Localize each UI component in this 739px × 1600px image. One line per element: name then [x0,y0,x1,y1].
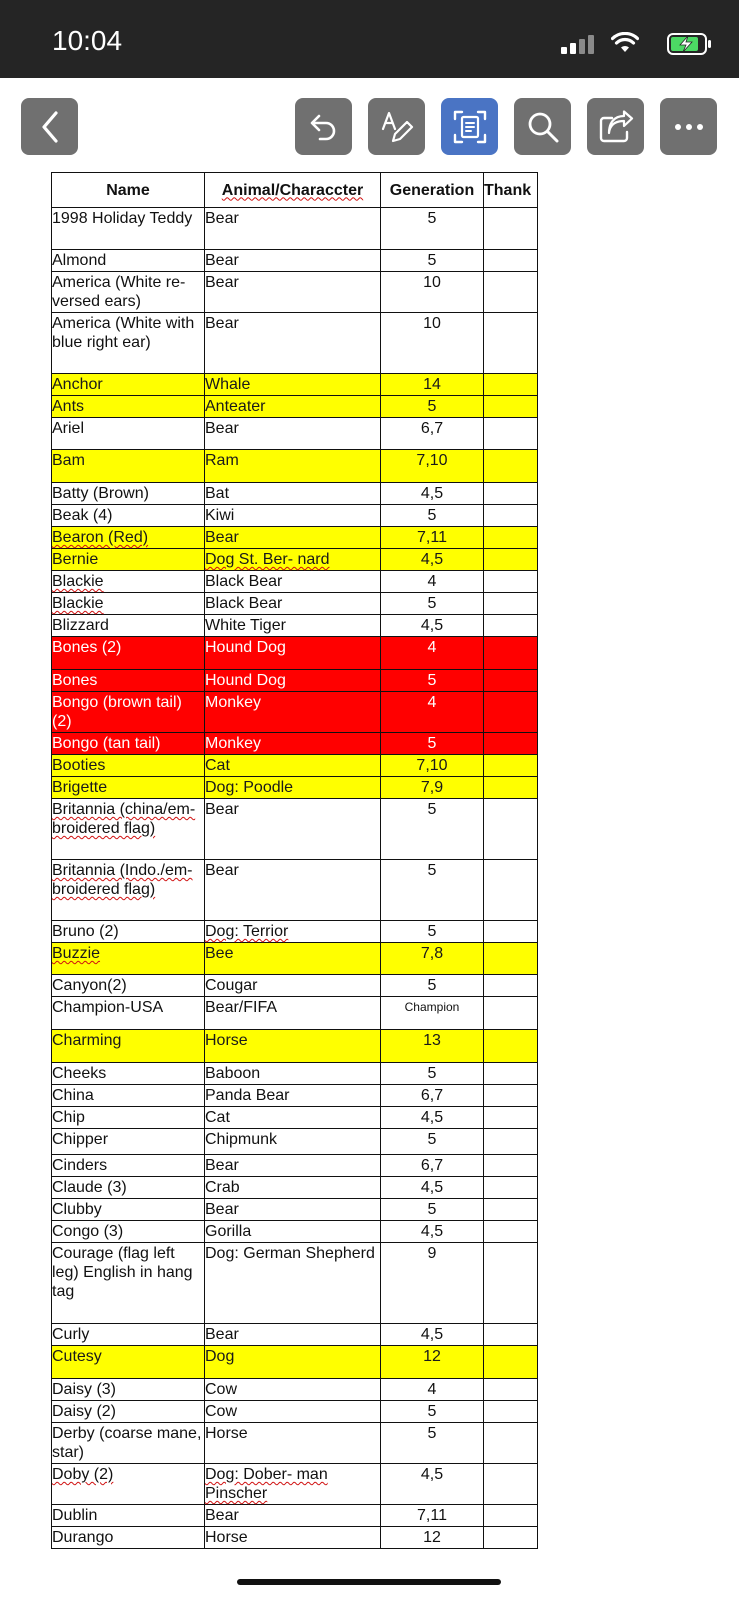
cell-animal: Bear [205,250,381,272]
cell-animal: Monkey [205,692,381,733]
table-row [52,418,538,450]
table-row [52,250,538,272]
cell-animal: Bear [205,860,381,921]
table-row [52,1085,538,1107]
cell-generation: 7,8 [381,943,484,975]
signal-icon [561,34,593,54]
table-row [52,799,538,860]
cell-animal: Bear [205,272,381,313]
header-thank: Thank [484,173,538,208]
cell-generation: 4 [381,637,484,670]
cell-thank [484,208,538,250]
table-row [52,1199,538,1221]
table-row [52,1155,538,1177]
cell-animal: Dog [205,1346,381,1379]
cell-name: Bongo (brown tail) (2) [52,692,205,733]
cell-animal: Crab [205,1177,381,1199]
table-row [52,1379,538,1401]
cell-name: Bones (2) [52,637,205,670]
cell-generation: 13 [381,1030,484,1063]
cell-thank [484,1527,538,1549]
table-row [52,755,538,777]
undo-button[interactable] [295,98,352,155]
table-body [52,208,538,1549]
cell-name: Claude (3) [52,1177,205,1199]
document-page [51,172,537,1549]
cell-thank [484,1030,538,1063]
cell-generation: 10 [381,313,484,374]
cell-thank [484,505,538,527]
cell-name: Bones [52,670,205,692]
cell-generation: 14 [381,374,484,396]
cell-animal: Monkey [205,733,381,755]
cell-thank [484,374,538,396]
cell-thank [484,777,538,799]
cell-animal: Bear [205,1155,381,1177]
cell-generation: 7,11 [381,527,484,549]
table-row [52,1346,538,1379]
cell-generation: 5 [381,799,484,860]
cell-generation: 5 [381,975,484,997]
table-row [52,1107,538,1129]
cell-animal: Bear [205,418,381,450]
table-row [52,637,538,670]
cell-generation: 5 [381,1423,484,1464]
cell-name: Durango [52,1527,205,1549]
cell-name: Curly [52,1324,205,1346]
table-row [52,1177,538,1199]
cell-name: Ariel [52,418,205,450]
cell-animal: Bear [205,527,381,549]
table-row [52,571,538,593]
cell-thank [484,1379,538,1401]
cell-animal: Panda Bear [205,1085,381,1107]
cell-generation: 4,5 [381,1107,484,1129]
cell-generation: 6,7 [381,1155,484,1177]
cell-thank [484,1346,538,1379]
cell-animal: Bat [205,483,381,505]
search-icon [526,110,560,144]
cell-name: Bongo (tan tail) [52,733,205,755]
header-generation: Generation [381,173,484,208]
cell-generation: 5 [381,593,484,615]
cell-name: Chipper [52,1129,205,1155]
cell-name: Cutesy [52,1346,205,1379]
cell-name: Batty (Brown) [52,483,205,505]
cell-animal: Hound Dog [205,670,381,692]
cell-thank [484,1107,538,1129]
cell-thank [484,1177,538,1199]
cell-thank [484,1505,538,1527]
cell-name: Courage (flag left leg) English in hang tag [52,1243,205,1324]
cell-generation: 6,7 [381,1085,484,1107]
cell-thank [484,733,538,755]
cell-name: Blizzard [52,615,205,637]
cell-thank [484,637,538,670]
table-row [52,975,538,997]
cell-name: Anchor [52,374,205,396]
undo-icon [307,110,341,144]
data-table [51,172,538,1549]
cell-animal: Bear [205,1324,381,1346]
cell-thank [484,450,538,483]
scan-button[interactable] [441,98,498,155]
cell-thank [484,549,538,571]
table-row [52,527,538,549]
table-row [52,1243,538,1324]
cell-thank [484,755,538,777]
table-row [52,1423,538,1464]
table-row [52,860,538,921]
cell-name: Blackie [52,593,205,615]
cell-name: Doby (2) [52,1464,205,1505]
cell-animal: Anteater [205,396,381,418]
table-row [52,1324,538,1346]
cell-thank [484,1155,538,1177]
cell-thank [484,250,538,272]
cell-thank [484,571,538,593]
cell-name: Daisy (3) [52,1379,205,1401]
search-button[interactable] [514,98,571,155]
cell-thank [484,1401,538,1423]
more-icon [674,123,704,131]
cell-generation: 5 [381,670,484,692]
table-row [52,921,538,943]
cell-name: Beak (4) [52,505,205,527]
cell-thank [484,272,538,313]
cell-generation: 4,5 [381,483,484,505]
cell-name: Bam [52,450,205,483]
cell-animal: Hound Dog [205,637,381,670]
cell-animal: Black Bear [205,571,381,593]
cell-generation: 4,5 [381,1324,484,1346]
cell-thank [484,1324,538,1346]
table-row [52,733,538,755]
cell-generation: 5 [381,1063,484,1085]
status-time: 10:04 [52,25,123,56]
table-row [52,943,538,975]
table-row [52,483,538,505]
cell-thank [484,483,538,505]
cell-generation: 5 [381,505,484,527]
cell-animal: Dog: Poodle [205,777,381,799]
cell-animal: Gorilla [205,1221,381,1243]
cell-animal: Bear [205,313,381,374]
cell-animal: Bear [205,1505,381,1527]
cell-name: Britannia (china/em- broidered flag) [52,799,205,860]
scan-icon [452,109,488,145]
cell-animal: Bear [205,208,381,250]
status-bar [0,0,739,78]
cell-thank [484,313,538,374]
cell-name: Buzzie [52,943,205,975]
cell-name: 1998 Holiday Teddy [52,208,205,250]
cell-generation: 5 [381,208,484,250]
cell-generation: 12 [381,1346,484,1379]
cell-thank [484,1423,538,1464]
cell-thank [484,921,538,943]
header-animal: Animal/Characcter [205,173,381,208]
cell-animal: Dog: Dober- man Pinscher [205,1464,381,1505]
table-row [52,505,538,527]
cell-name: Britannia (Indo./em- broidered flag) [52,860,205,921]
cell-name: China [52,1085,205,1107]
cell-thank [484,1464,538,1505]
cell-name: Ants [52,396,205,418]
cell-animal: Kiwi [205,505,381,527]
cell-thank [484,799,538,860]
table-row [52,692,538,733]
cell-name: Brigette [52,777,205,799]
cell-animal: Bee [205,943,381,975]
table-row [52,615,538,637]
cell-animal: Cow [205,1401,381,1423]
cell-generation: 4 [381,1379,484,1401]
table-row [52,1464,538,1505]
cell-thank [484,1243,538,1324]
cell-animal: Horse [205,1527,381,1549]
share-button[interactable] [587,98,644,155]
table-row [52,396,538,418]
cell-thank [484,418,538,450]
cell-generation: 4 [381,571,484,593]
cell-generation: 7,9 [381,777,484,799]
cell-generation: 5 [381,250,484,272]
cell-thank [484,1063,538,1085]
cell-thank [484,1129,538,1155]
cell-name: Cheeks [52,1063,205,1085]
table-row [52,1527,538,1549]
cell-animal: Black Bear [205,593,381,615]
annotate-button[interactable] [368,98,425,155]
cell-generation: 4,5 [381,1464,484,1505]
cell-name: Dublin [52,1505,205,1527]
cell-generation: 9 [381,1243,484,1324]
cell-name: Canyon(2) [52,975,205,997]
share-icon [598,110,634,144]
cell-animal: Cat [205,1107,381,1129]
cell-thank [484,692,538,733]
annotate-icon [379,109,415,145]
table-row [52,593,538,615]
cell-animal: Bear [205,799,381,860]
table-row [52,272,538,313]
cell-animal: White Tiger [205,615,381,637]
cell-generation: 5 [381,396,484,418]
cell-generation: 12 [381,1527,484,1549]
table-row [52,1063,538,1085]
cell-animal: Cougar [205,975,381,997]
cell-name: Booties [52,755,205,777]
cell-animal: Horse [205,1423,381,1464]
cell-name: Chip [52,1107,205,1129]
cell-thank [484,1199,538,1221]
table-row [52,450,538,483]
back-button[interactable] [21,98,78,155]
cell-generation: Champion [381,997,484,1030]
table-row [52,313,538,374]
cell-generation: 6,7 [381,418,484,450]
table-row [52,1505,538,1527]
cell-generation: 5 [381,860,484,921]
cell-name: Bearon (Red) [52,527,205,549]
cell-thank [484,997,538,1030]
cell-name: America (White re- versed ears) [52,272,205,313]
cell-thank [484,615,538,637]
cell-generation: 4,5 [381,549,484,571]
table-row [52,1401,538,1423]
cell-animal: Bear [205,1199,381,1221]
cell-thank [484,943,538,975]
cell-name: Almond [52,250,205,272]
cell-name: Daisy (2) [52,1401,205,1423]
cell-name: Clubby [52,1199,205,1221]
cell-generation: 5 [381,1401,484,1423]
cell-thank [484,593,538,615]
cell-name: Charming [52,1030,205,1063]
cell-generation: 4,5 [381,615,484,637]
cell-generation: 5 [381,921,484,943]
toolbar [0,78,739,170]
cell-generation: 7,11 [381,1505,484,1527]
cell-generation: 10 [381,272,484,313]
cell-animal: Horse [205,1030,381,1063]
cell-name: Congo (3) [52,1221,205,1243]
cell-animal: Dog: Terrior [205,921,381,943]
cell-name: Bernie [52,549,205,571]
table-row [52,549,538,571]
cell-name: Blackie [52,571,205,593]
cell-name: Bruno (2) [52,921,205,943]
table-row [52,1129,538,1155]
cell-animal: Cow [205,1379,381,1401]
cell-thank [484,860,538,921]
table-row [52,208,538,250]
cell-generation: 4,5 [381,1177,484,1199]
cell-thank [484,1221,538,1243]
cell-name: Champion-USA [52,997,205,1030]
cell-animal: Cat [205,755,381,777]
cell-animal: Chipmunk [205,1129,381,1155]
table-row [52,1030,538,1063]
cell-animal: Baboon [205,1063,381,1085]
cell-thank [484,1085,538,1107]
cell-name: Cinders [52,1155,205,1177]
battery-charging-icon [667,33,713,55]
cell-animal: Ram [205,450,381,483]
cell-thank [484,396,538,418]
header-name: Name [52,173,205,208]
cell-generation: 4,5 [381,1221,484,1243]
cell-generation: 4 [381,692,484,733]
wifi-icon [611,32,639,54]
cell-generation: 7,10 [381,450,484,483]
table-row [52,1221,538,1243]
cell-generation: 5 [381,1199,484,1221]
table-row [52,670,538,692]
more-button[interactable] [660,98,717,155]
table-row [52,777,538,799]
cell-animal: Whale [205,374,381,396]
cell-thank [484,975,538,997]
cell-animal: Dog St. Ber- nard [205,549,381,571]
cell-generation: 5 [381,733,484,755]
cell-animal: Bear/FIFA [205,997,381,1030]
cell-name: America (White with blue right ear) [52,313,205,374]
home-indicator [237,1579,501,1585]
table-header-row [52,173,538,208]
cell-generation: 7,10 [381,755,484,777]
back-icon [38,109,62,145]
cell-generation: 5 [381,1129,484,1155]
table-row [52,374,538,396]
cell-animal: Dog: German Shepherd [205,1243,381,1324]
cell-name: Derby (coarse mane, star) [52,1423,205,1464]
table-row [52,997,538,1030]
cell-thank [484,527,538,549]
cell-thank [484,670,538,692]
